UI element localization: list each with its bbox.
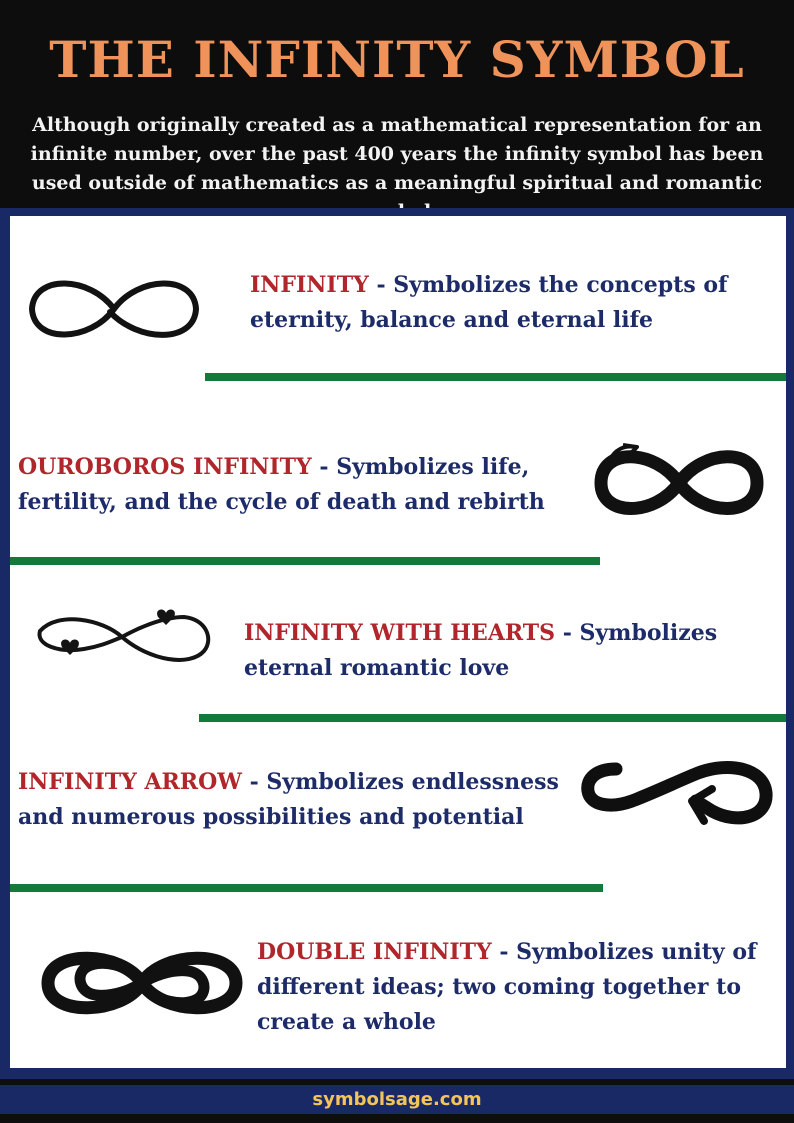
symbol-description: - Symbolizes life, fertility, and the cycle of death and rebirth	[18, 454, 545, 515]
ouroboros-infinity-icon	[593, 439, 765, 521]
symbol-description: - Symbolizes unity of different ideas; two coming together to create a whole	[257, 939, 757, 1035]
symbol-name: INFINITY	[250, 272, 369, 298]
symbol-row-ouroboros	[18, 450, 578, 520]
content-frame	[0, 208, 794, 1079]
intro-text: Although originally created as a mathematical representation for an infinite number, over the past 400 years the infinity symbol has been used outside of mathematics as a meaningful spiritual and romantic	[30, 114, 764, 194]
symbol-row-double	[257, 935, 767, 1040]
symbol-description: - Symbolizes eternal romantic love	[244, 620, 718, 681]
symbol-name: INFINITY WITH HEARTS	[244, 620, 556, 646]
divider	[205, 373, 786, 381]
infinity-arrow-icon	[580, 755, 776, 833]
symbol-description: - Symbolizes endlessness and numerous possibilities and potential	[18, 769, 559, 830]
symbol-name: DOUBLE INFINITY	[257, 939, 492, 965]
symbol-row-arrow	[18, 765, 578, 835]
footer	[0, 1085, 794, 1114]
symbol-name: INFINITY ARROW	[18, 769, 242, 795]
page-title: THE INFINITY SYMBOL	[49, 30, 745, 89]
symbol-description: - Symbolizes the concepts of eternity, balance and eternal life	[250, 272, 728, 333]
symbol-row-hearts	[244, 616, 764, 686]
content-panel	[10, 216, 786, 1068]
divider	[10, 557, 600, 565]
divider	[199, 714, 786, 722]
symbol-name: OUROBOROS INFINITY	[18, 454, 312, 480]
site-name: symbolsage.com	[312, 1089, 482, 1110]
symbol-row-infinity	[250, 268, 770, 338]
infinity-icon	[26, 268, 202, 350]
double-infinity-icon	[40, 943, 244, 1023]
infinity-hearts-icon	[32, 601, 214, 671]
divider	[10, 884, 603, 892]
header	[0, 0, 794, 207]
